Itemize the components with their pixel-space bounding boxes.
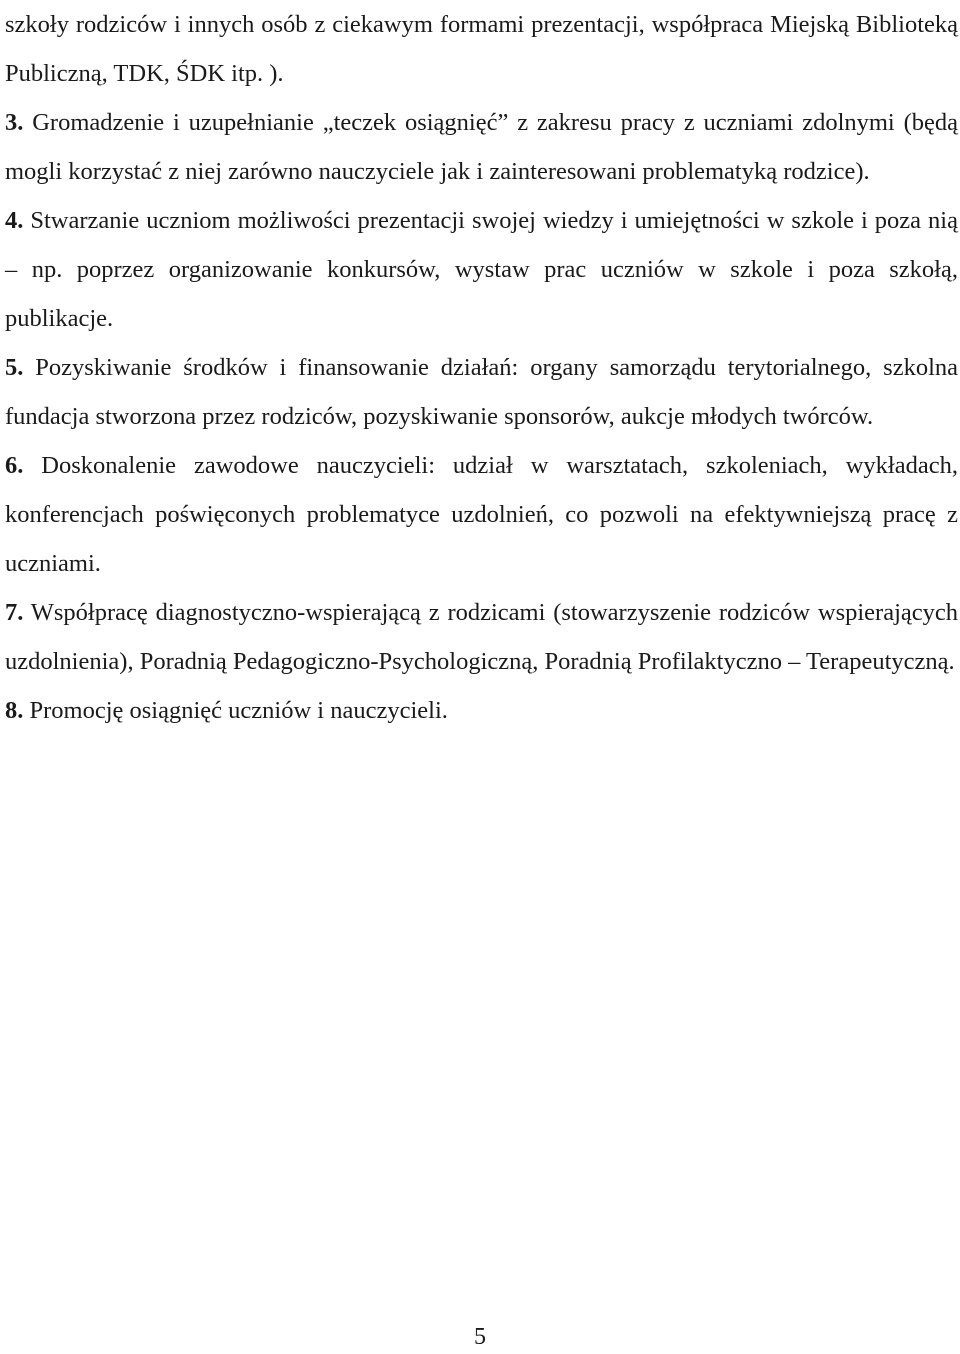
item-number: 8. xyxy=(5,697,24,724)
paragraph-text: szkoły rodziców i innych osób z ciekawym formami prezentacji, współpraca Miejską Biblioteką Publiczną, TDK, ŚDK itp. ). xyxy=(5,11,958,87)
item-number: 3. xyxy=(5,109,24,136)
list-item xyxy=(5,98,958,196)
page-number: 5 xyxy=(474,1324,486,1350)
item-number: 4. xyxy=(5,207,24,234)
list-item xyxy=(5,588,958,686)
item-number: 5. xyxy=(5,354,24,381)
item-text: Stwarzanie uczniom możliwości prezentacji swojej wiedzy i umiejętności w szkole i poza nią – np. poprzez organizowanie konkursów, wystaw prac uczniów w szkole i poza szkołą, publikacje. xyxy=(5,207,958,332)
item-text: Pozyskiwanie środków i finansowanie działań: organy samorządu terytorialnego, szkolna fundacja stworzona przez rodziców, pozyskiwanie sponsorów, aukcje młodych twórców. xyxy=(5,354,958,430)
list-item xyxy=(5,441,958,588)
list-item xyxy=(5,196,958,343)
item-number: 7. xyxy=(5,599,24,626)
item-text: Doskonalenie zawodowe nauczycieli: udział w warsztatach, szkoleniach, wykładach, konferencjach poświęconych problematyce uzdolnień, co pozwoli na efektywniejszą pracę z uczniami. xyxy=(5,452,958,577)
continuation-paragraph xyxy=(5,0,958,98)
item-text: Promocję osiągnięć uczniów i nauczycieli. xyxy=(23,697,448,724)
item-text: Współpracę diagnostyczno-wspierającą z rodzicami (stowarzyszenie rodziców wspierających uzdolnienia), Poradnią Pedagogiczno-Psychologiczną, Poradnią Profilaktyczno – Terapeutyczną. xyxy=(5,599,958,675)
body-text xyxy=(5,0,958,735)
item-text: Gromadzenie i uzupełnianie „teczek osiągnięć” z zakresu pracy z uczniami zdolnymi (będą mogli korzystać z niej zarówno nauczyciele jak i zainteresowani problematyką rodzice). xyxy=(5,109,958,185)
item-number: 6. xyxy=(5,452,24,479)
list-item xyxy=(5,686,958,735)
list-item xyxy=(5,343,958,441)
